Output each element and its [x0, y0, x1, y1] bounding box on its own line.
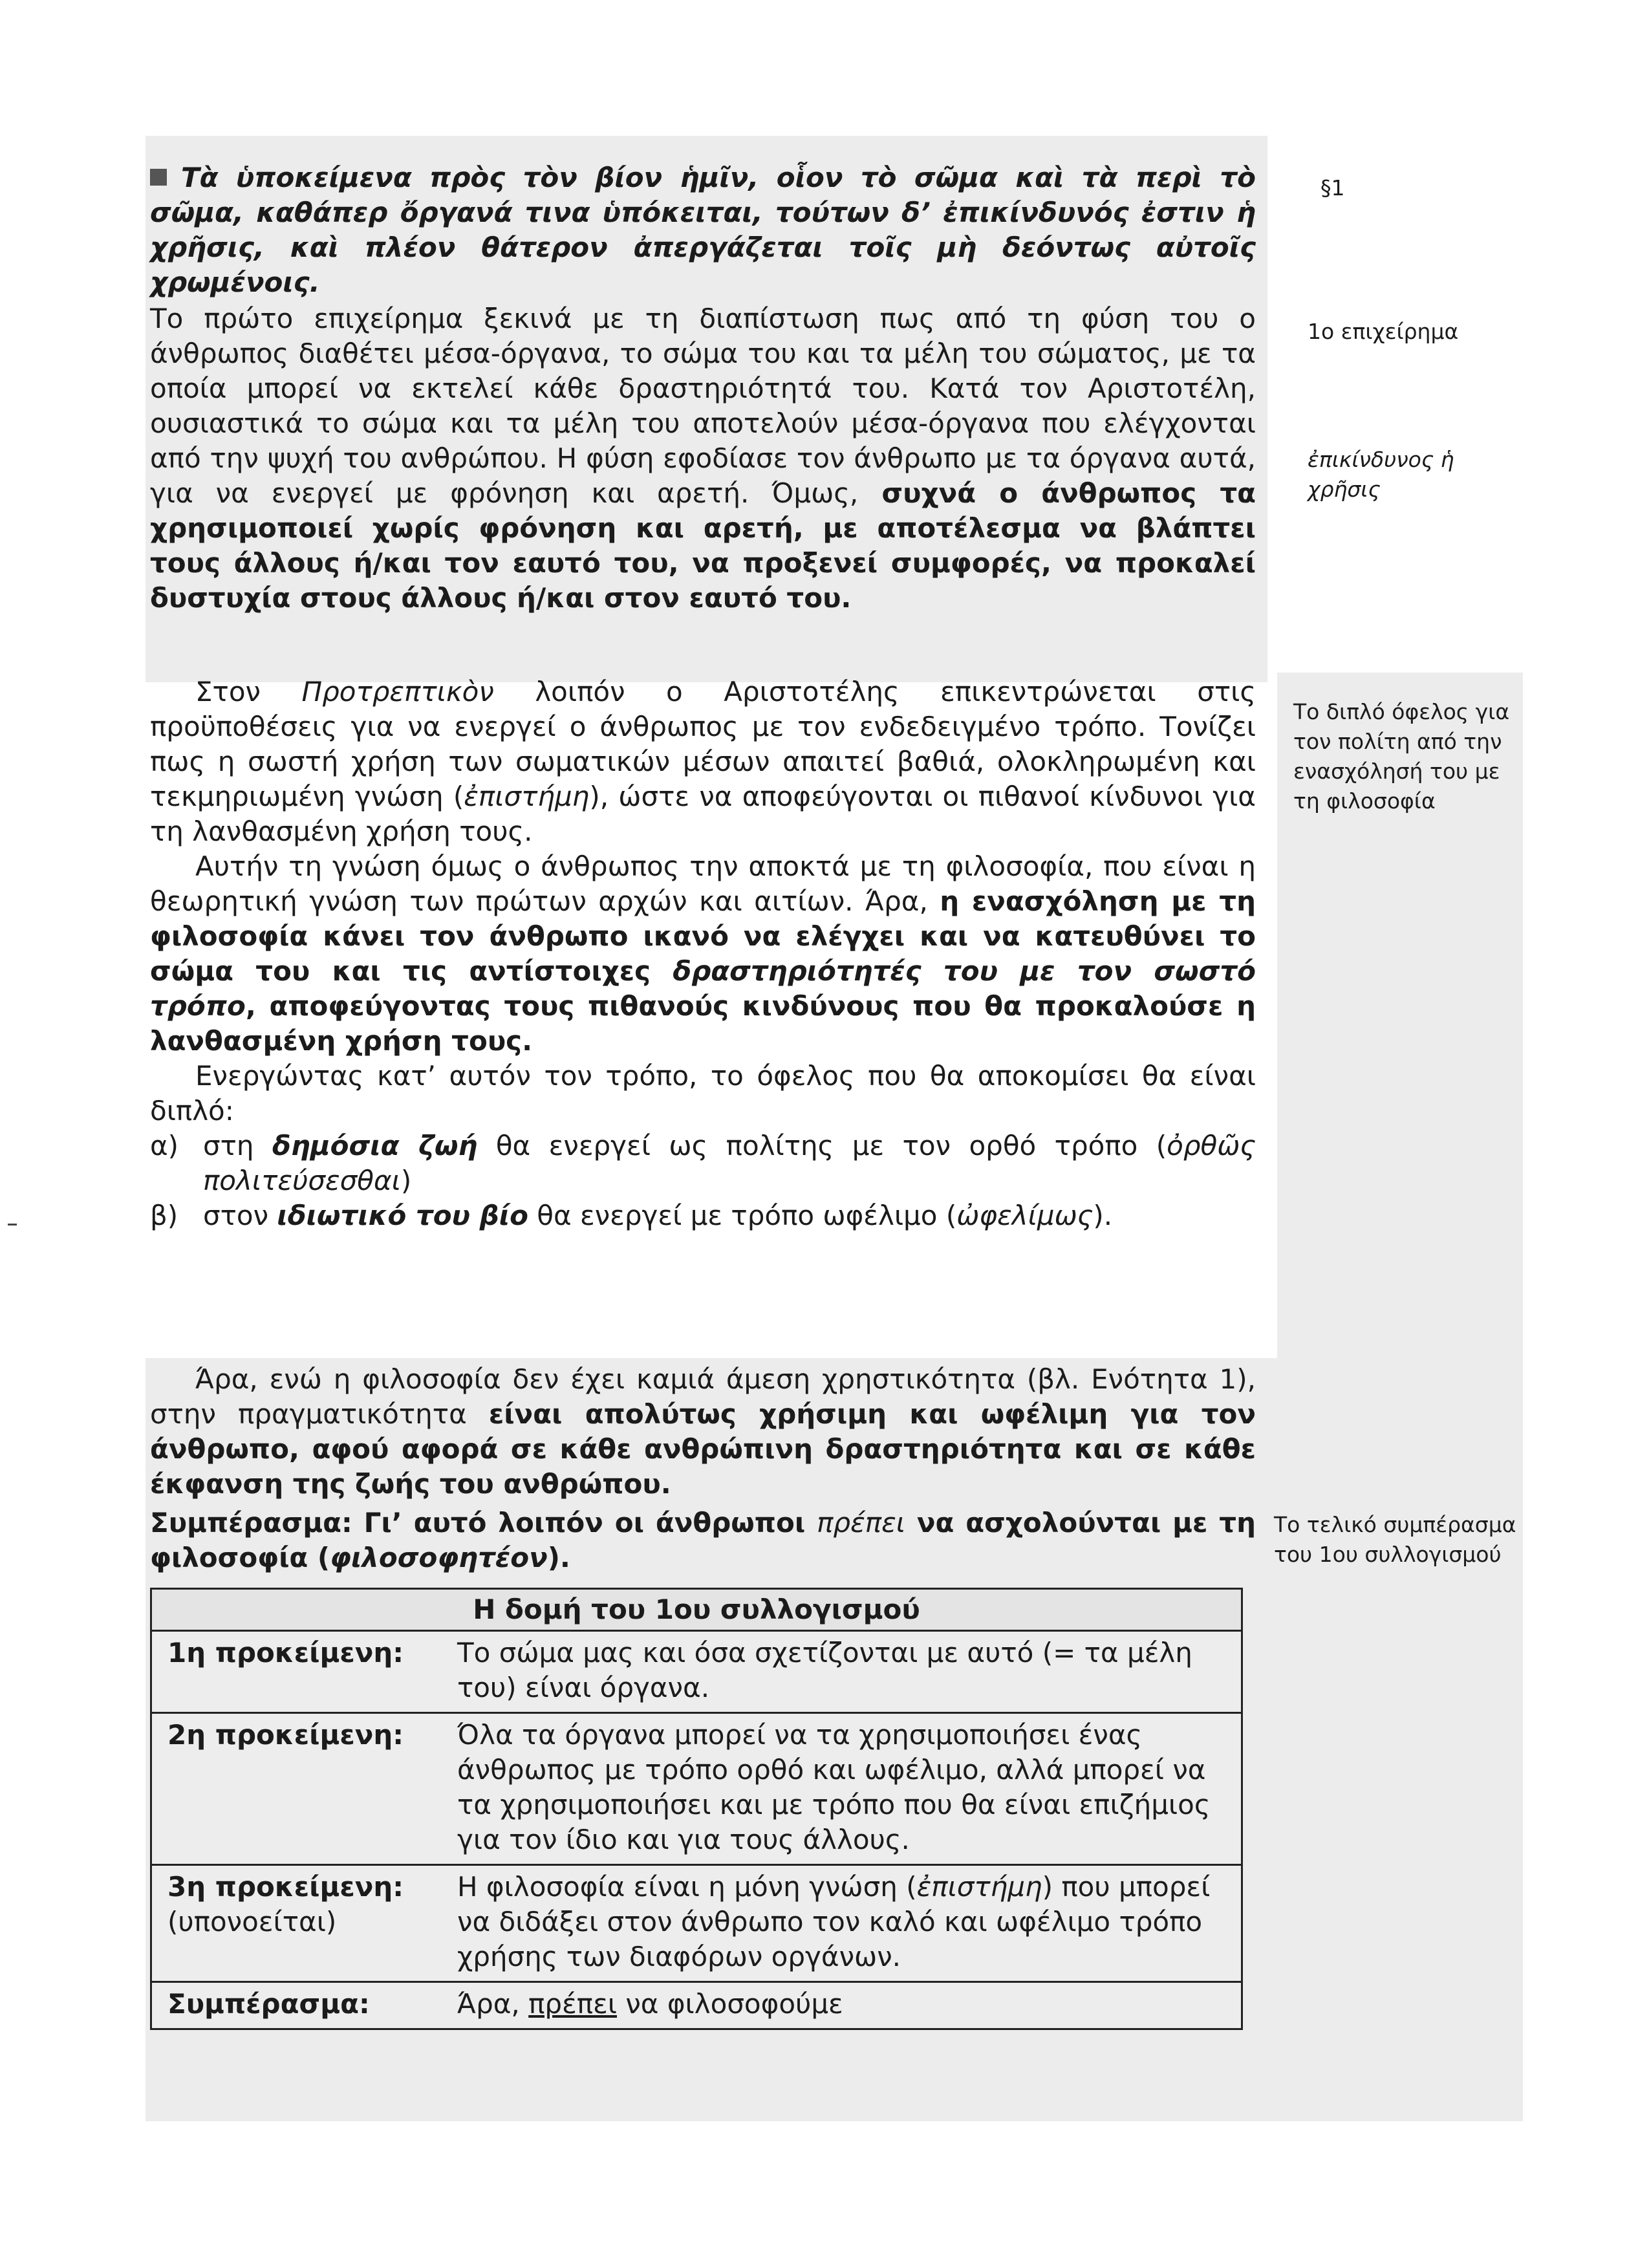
row-text: Άρα, πρέπει να φιλοσοφούμε — [457, 1988, 843, 2020]
paragraph-first-argument: Το πρώτο επιχείρημα ξεκινά με τη διαπίστωση πως από τη φύση του ο άνθρωπος διαθέτει μέσα-όργανα, το σώμα του και τα μέλη του σώματος, με τα οποία μπορεί να εκτελεί κάθε δραστηριότητά του. Κατά τον Αριστοτέλη, ουσιαστικά το σώμα και τα μέλη του αποτελούν μέσα-όργανα που ελέγχονται από την ψυχή του ανθρώπου. Η φύση εφοδίασε τον άνθρωπο με τα όργανα αυτά, για να ενεργεί με φρόνηση και αρετή. Όμως, συχνά ο άνθρωπος τα χρησιμοποιεί χωρίς φρόνηση και αρετή, με αποτέλεσμα να βλάπτει τους άλλους ή/και τον εαυτό του, να προξενεί συμφορές, να προκαλεί δυστυχία στους άλλους ή/και στον εαυτό του. — [150, 303, 1256, 614]
paragraph-philosophy-knowledge: Αυτήν τη γνώση όμως ο άνθρωπος την αποκτά με τη φιλοσοφία, που είναι η θεωρητική γνώση των πρώτων αρχών και αιτίων. Άρα, η ενασχόληση με τη φιλοσοφία κάνει τον άνθρωπο ικανό να ελέγχει και να κατευθύνει το σώμα του και τις αντίστοιχες δραστηριότητές του με τον σωστό τρόπο, αποφεύγοντας τους πιθανούς κινδύνους που θα προκαλούσε η λανθασμένη χρήση τους. — [150, 850, 1256, 1057]
table-row — [152, 1632, 1241, 1714]
table-row — [152, 1983, 1241, 2028]
table-row — [152, 1866, 1241, 1983]
syllogism-table — [150, 1588, 1243, 2030]
body-section-3 — [150, 1362, 1256, 1575]
paragraph-double-benefit: Ενεργώντας κατ’ αυτόν τον τρόπο, το όφελος που θα αποκομίσει θα είναι διπλό: — [150, 1060, 1256, 1127]
row-text: Η φιλοσοφία είναι η μόνη γνώση (ἐπιστήμη) που μπορεί να διδάξει στον άνθρωπο τον καλό και ωφέλιμο τρόπο χρήσης των διαφόρων οργάνων. — [457, 1871, 1211, 1972]
paragraph-usefulness: Άρα, ενώ η φιλοσοφία δεν έχει καμιά άμεση χρηστικότητα (βλ. Ενότητα 1), στην πραγματικότητα είναι απολύτως χρήσιμη και ωφέλιμη για τον άνθρωπο, αφού αφορά σε κάθε ανθρώπινη δραστηριότητα και σε κάθε έκφανση της ζωής του ανθρώπου. — [150, 1363, 1256, 1500]
scan-mark — [8, 1224, 17, 1226]
side-note-double-benefit: Το διπλό όφελος για τον πολίτη από την ενασχόλησή του με τη φιλοσοφία — [1293, 699, 1510, 814]
side-note-dangerous-use: ἐπικίνδυνος ἡ χρῆσις — [1308, 447, 1454, 502]
table-title: Η δομή του 1ου συλλογισμού — [152, 1590, 1241, 1632]
square-bullet-icon — [150, 169, 167, 186]
paragraph-protrepticus: Στον Προτρεπτικὸν λοιπόν ο Αριστοτέλης επικεντρώνεται στις προϋποθέσεις για να ενεργεί ο άνθρωπος με τον ενδεδειγμένο τρόπο. Τονίζει πως η σωστή χρήση των σωματικών μέσων απαιτεί βαθιά, ολοκληρωμένη και τεκμηριωμένη γνώση (ἐπιστήμη), ώστε να αποφεύγονται οι πιθανοί κίνδυνοι για τη λανθασμένη χρήση τους. — [150, 676, 1256, 847]
row-label: 2η προκείμενη: — [167, 1719, 404, 1751]
row-label: 1η προκείμενη: — [167, 1637, 404, 1669]
row-sublabel: (υπονοείται) — [167, 1906, 337, 1938]
side-note-final-conclusion: Το τελικό συμπέρασμα του 1ου συλλογισμού — [1274, 1512, 1516, 1567]
row-label: Συμπέρασμα: — [167, 1988, 370, 2020]
table-row — [152, 1714, 1241, 1866]
body-section-1 — [150, 160, 1256, 616]
side-note-paragraph-ref: §1 — [1320, 175, 1345, 200]
list-item-private-life: β) στον ιδιωτικό του βίο θα ενεργεί με τρόπο ωφέλιμο (ὠφελίμως). — [150, 1200, 1113, 1231]
side-note-first-argument: 1ο επιχείρημα — [1308, 319, 1459, 344]
ancient-quote: Τὰ ὑποκείμενα πρὸς τὸν βίον ἡμῖν, οἷον τὸ σῶμα καὶ τὰ περὶ τὸ σῶμα, καθάπερ ὄργανά τινα ὑπόκειται, τούτων δ’ ἐπικίνδυνός ἐστιν ἡ χρῆσις, καὶ πλέον θάτερον ἀπεργάζεται τοῖς μὴ δεόντως αὐτοῖς χρωμένοις. — [150, 162, 1256, 298]
row-label: 3η προκείμενη: (υπονοείται) — [152, 1870, 457, 1974]
list-item-public-life: α) στη δημόσια ζωή θα ενεργεί ως πολίτης με τον ορθό τρόπο (ὀρθῶς πολιτεύσεσθαι) — [150, 1130, 1256, 1196]
paragraph-conclusion: Συμπέρασμα: Γι’ αυτό λοιπόν οι άνθρωποι πρέπει να ασχολούνται με τη φιλοσοφία (φιλοσοφητέον). — [150, 1507, 1256, 1573]
row-text: Το σώμα μας και όσα σχετίζονται με αυτό (= τα μέλη του) είναι όργανα. — [457, 1637, 1192, 1703]
body-section-2 — [150, 675, 1256, 1233]
row-text: Όλα τα όργανα μπορεί να τα χρησιμοποιήσει ένας άνθρωπος με τρόπο ορθό και ωφέλιμο, αλλά μπορεί να τα χρησιμοποιήσει και με τρόπο που θα είναι επιζήμιος για τον ίδιο και για τους άλλους. — [457, 1719, 1211, 1855]
